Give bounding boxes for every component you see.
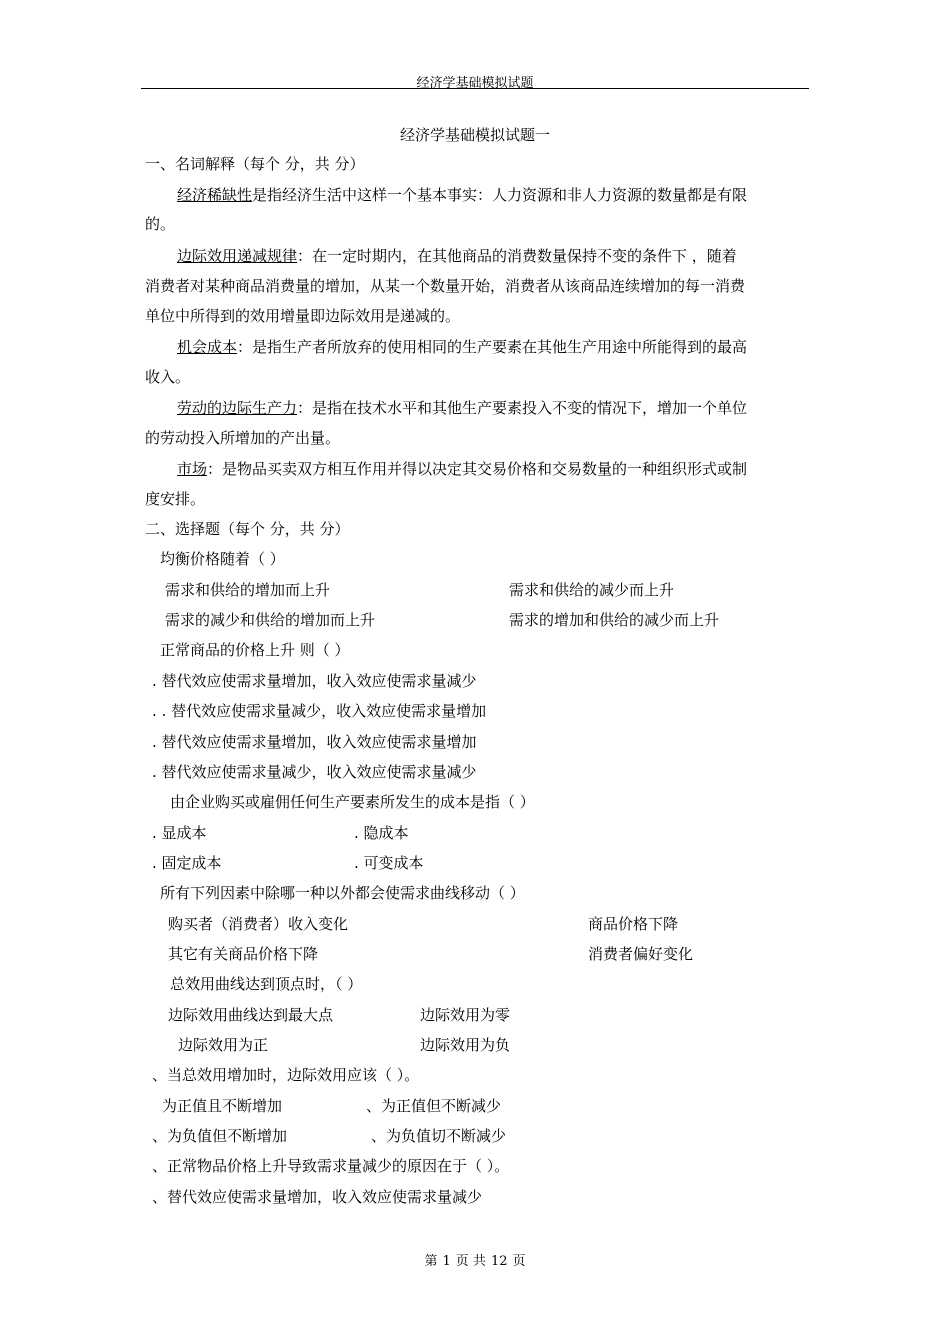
q7-option-a: 、替代效应使需求量增加，收入效应使需求量减少 [152,1188,483,1206]
page-number: 1 [442,1254,451,1269]
q2-option-a: . 替代效应使需求量增加，收入效应使需求量减少 [152,672,477,690]
q6-option-d: 、为负值切不断减少 [371,1127,507,1145]
term-4-line-1 [177,398,747,418]
q3-stem: 由企业购买或雇佣任何生产要素所发生的成本是指（ ） [170,793,535,811]
q1-option-b: 需求和供给的减少而上升 [509,581,675,599]
term-5-text: ：是物品买卖双方相互作用并得以决定其交易价格和交易数量的一种组织形式或制 [207,460,748,478]
term-2-name: 边际效用递减规律 [177,247,298,265]
q6-option-c: 、为负值但不断增加 [152,1127,288,1145]
page-header: 经济学基础模拟试题 [416,76,534,91]
page-footer [0,1250,950,1269]
header-rule [141,88,809,89]
term-2-text: ：在一定时期内，在其他商品的消费数量保持不变的条件下 ，随着 [297,247,737,265]
q6-option-a: 为正值且不断增加 [162,1097,283,1115]
footer-middle: 页 共 [455,1254,486,1269]
section-1-heading: 一、名词解释（每个 分，共 分） [145,155,365,173]
q4-option-b: 商品价格下降 [588,915,679,933]
footer-suffix: 页 [512,1254,526,1269]
q4-option-d: 消费者偏好变化 [588,945,694,963]
term-3-line-2: 收入。 [145,368,191,386]
term-4-text: ：是指在技术水平和其他生产要素投入不变的情况下，增加一个单位 [297,399,748,417]
term-1-line-2: 的。 [145,215,176,233]
term-1-name: 经济稀缺性 [177,186,253,204]
q1-option-d: 需求的增加和供给的减少而上升 [509,611,720,629]
q5-option-a: 边际效用曲线达到最大点 [168,1006,334,1024]
q1-stem: 均衡价格随着（ ） [160,550,285,568]
q2-stem: 正常商品的价格上升 则（ ） [160,641,350,659]
term-3-text: ：是指生产者所放弃的使用相同的生产要素在其他生产用途中所能得到的最高 [237,338,748,356]
document-title: 经济学基础模拟试题一 [399,126,550,144]
term-2-line-1 [177,246,737,266]
term-1-text: 是指经济生活中这样一个基本事实：人力资源和非人力资源的数量都是有限 [252,186,748,204]
q3-option-d: . 可变成本 [354,854,424,872]
term-2-line-3: 单位中所得到的效用增量即边际效用是递减的。 [145,307,461,325]
q2-option-d: . 替代效应使需求量减少，收入效应使需求量减少 [152,763,477,781]
term-4-line-2: 的劳动投入所增加的产出量。 [145,429,341,447]
term-1-line-1 [177,185,747,205]
footer-prefix: 第 [424,1254,438,1269]
q2-option-b: . . 替代效应使需求量减少，收入效应使需求量增加 [152,702,487,720]
q3-option-b: . 隐成本 [354,824,409,842]
q1-option-a: 需求和供给的增加而上升 [165,581,331,599]
term-5-name: 市场 [177,460,208,478]
total-pages: 12 [490,1254,508,1269]
q5-option-d: 边际效用为负 [420,1036,511,1054]
q5-stem: 总效用曲线达到顶点时，（ ） [170,975,363,993]
q6-stem: 、当总效用增加时，边际效用应该（ ）。 [152,1066,420,1084]
q5-option-c: 边际效用为正 [178,1036,269,1054]
q2-option-c: . 替代效应使需求量增加，收入效应使需求量增加 [152,733,477,751]
term-4-name: 劳动的边际生产力 [177,399,298,417]
q4-option-a: 购买者（消费者）收入变化 [168,915,349,933]
q4-option-c: 其它有关商品价格下降 [168,945,319,963]
term-2-line-2: 消费者对某种商品消费量的增加，从某一个数量开始，消费者从该商品连续增加的每一消费 [145,277,746,295]
q7-stem: 、正常物品价格上升导致需求量减少的原因在于（ ）。 [152,1157,510,1175]
q3-option-a: . 显成本 [152,824,207,842]
term-3-name: 机会成本 [177,338,238,356]
q3-option-c: . 固定成本 [152,854,222,872]
q4-stem: 所有下列因素中除哪一种以外都会使需求曲线移动（ ） [160,884,525,902]
term-3-line-1 [177,337,747,357]
q1-option-c: 需求的减少和供给的增加而上升 [165,611,376,629]
q5-option-b: 边际效用为零 [420,1006,511,1024]
q6-option-b: 、为正值但不断减少 [366,1097,502,1115]
section-2-heading: 二、选择题（每个 分，共 分） [145,520,350,538]
term-5-line-2: 度安排。 [145,490,206,508]
term-5-line-1 [177,459,747,479]
